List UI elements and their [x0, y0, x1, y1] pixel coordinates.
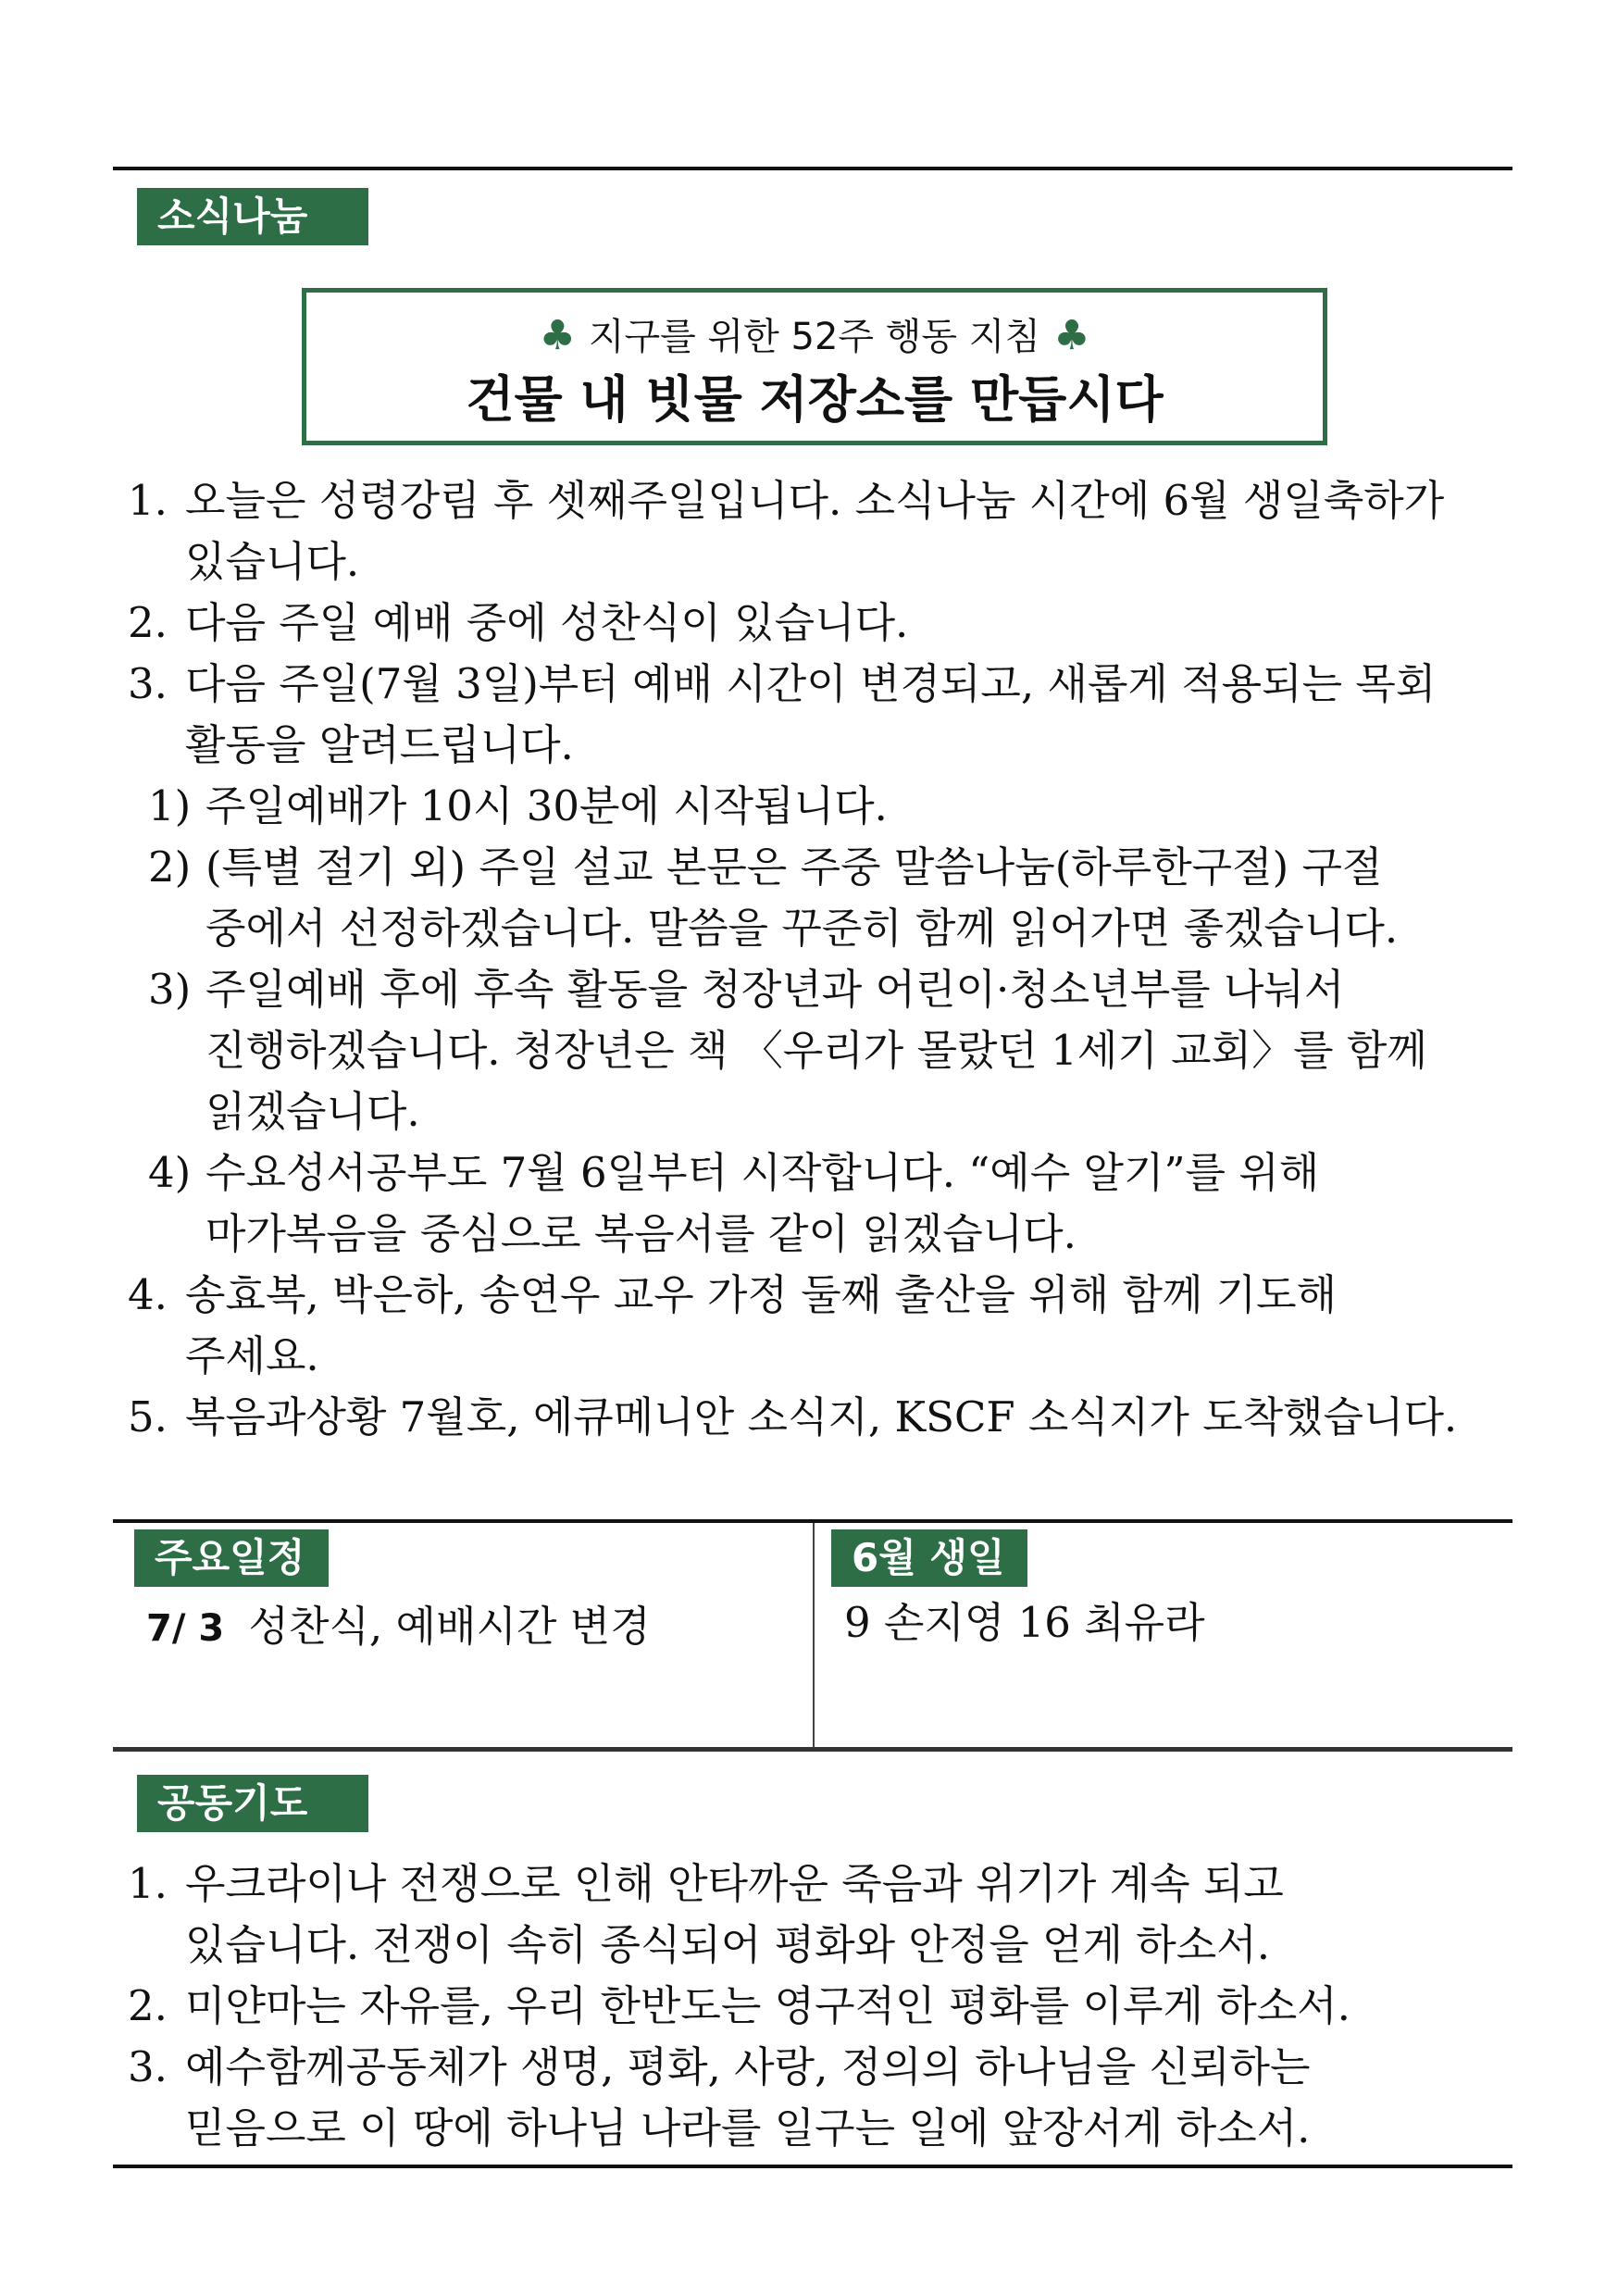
item-line: 있습니다. 전쟁이 속히 종식되어 평화와 안정을 얻게 하소서.: [185, 1920, 1271, 1969]
birthdays-heading: 6월 생일: [831, 1529, 1027, 1587]
item-line: 예수함께공동체가 생명, 평화, 사랑, 정의의 하나님을 신뢰하는: [185, 2042, 1311, 2091]
item-line: 복음과상황 7월호, 에큐메니안 소식지, KSCF 소식지가 도착했습니다.: [185, 1392, 1458, 1441]
section-rule: [113, 1747, 1512, 1752]
schedule-text: 성찬식, 예배시간 변경: [248, 1602, 651, 1651]
bottom-rule: [113, 2165, 1512, 2168]
item-line: 활동을 알려드립니다.: [185, 720, 574, 769]
item-number: 1.: [128, 1859, 168, 1908]
item-line: 주일예배가 10시 30분에 시작됩니다.: [205, 781, 888, 830]
banner-subtitle-row: [306, 309, 1323, 363]
prayer-heading: 공동기도: [137, 1775, 368, 1832]
item-line: 미얀마는 자유를, 우리 한반도는 영구적인 평화를 이루게 하소서.: [185, 1981, 1350, 2030]
subitem-number: 3): [148, 965, 192, 1014]
item-number: 1.: [128, 476, 168, 525]
news-item: [128, 593, 908, 654]
news-item: [128, 1387, 1457, 1448]
item-line: 진행하겠습니다. 청장년은 책 〈우리가 몰랐던 1세기 교회〉를 함께: [205, 1026, 1427, 1075]
news-subitem: [148, 959, 1427, 1142]
item-line: 중에서 선정하겠습니다. 말씀을 꾸준히 함께 읽어가면 좋겠습니다.: [205, 904, 1399, 953]
prayer-item: [128, 2037, 1311, 2159]
column-divider: [813, 1523, 815, 1750]
club-icon: ♣: [539, 312, 576, 359]
item-number: 5.: [128, 1392, 168, 1441]
prayer-item: [128, 1853, 1284, 1976]
top-rule: [113, 167, 1512, 170]
prayer-item: [128, 1976, 1350, 2037]
item-line: 읽겠습니다.: [205, 1087, 420, 1136]
news-item: [128, 1265, 1337, 1387]
item-line: 오늘은 성령강림 후 셋째주일입니다. 소식나눔 시간에 6월 생일축하가: [185, 476, 1445, 525]
item-line: 있습니다.: [185, 537, 360, 586]
news-item: [128, 470, 1444, 593]
subitem-number: 4): [148, 1148, 192, 1197]
item-number: 2.: [128, 1981, 168, 2030]
club-icon: ♣: [1053, 312, 1090, 359]
news-subitem: [148, 1142, 1319, 1265]
item-line: 주일예배 후에 후속 활동을 청장년과 어린이·청소년부를 나눠서: [205, 965, 1345, 1014]
item-number: 2.: [128, 598, 168, 647]
news-subitem: [148, 837, 1398, 959]
item-line: 다음 주일(7월 3일)부터 예배 시간이 변경되고, 새롭게 적용되는 목회: [185, 659, 1437, 708]
item-line: 우크라이나 전쟁으로 인해 안타까운 죽음과 위기가 계속 되고: [185, 1859, 1284, 1908]
item-number: 3.: [128, 2042, 168, 2091]
item-line: 송효복, 박은하, 송연우 교우 가정 둘째 출산을 위해 함께 기도해: [185, 1270, 1338, 1319]
schedule-entry: [146, 1599, 651, 1656]
subitem-number: 2): [148, 842, 192, 892]
schedule-date: 7/ 3: [146, 1607, 225, 1650]
action-guide-banner: [302, 288, 1327, 445]
news-item: [128, 654, 1436, 776]
item-number: 3.: [128, 659, 168, 708]
subitem-number: 1): [148, 781, 192, 830]
banner-title: 건물 내 빗물 저장소를 만듭시다: [466, 370, 1164, 429]
birthdays-list: 9 손지영 16 최유라: [844, 1598, 1205, 1647]
item-line: 마가복음을 중심으로 복음서를 같이 읽겠습니다.: [205, 1209, 1077, 1258]
item-line: 수요성서공부도 7월 6일부터 시작합니다. “예수 알기”를 위해: [205, 1148, 1320, 1197]
item-line: 주세요.: [185, 1331, 319, 1380]
news-heading: 소식나눔: [137, 188, 368, 245]
news-subitem: [148, 776, 888, 837]
item-number: 4.: [128, 1270, 168, 1319]
schedule-heading: 주요일정: [134, 1529, 329, 1587]
item-line: 다음 주일 예배 중에 성찬식이 있습니다.: [185, 598, 909, 647]
item-line: 믿음으로 이 땅에 하나님 나라를 일구는 일에 앞장서게 하소서.: [185, 2103, 1311, 2152]
item-line: (특별 절기 외) 주일 설교 본문은 주중 말씀나눔(하루한구절) 구절: [205, 842, 1383, 892]
banner-subtitle: 지구를 위한 52주 행동 지침: [588, 316, 1041, 358]
